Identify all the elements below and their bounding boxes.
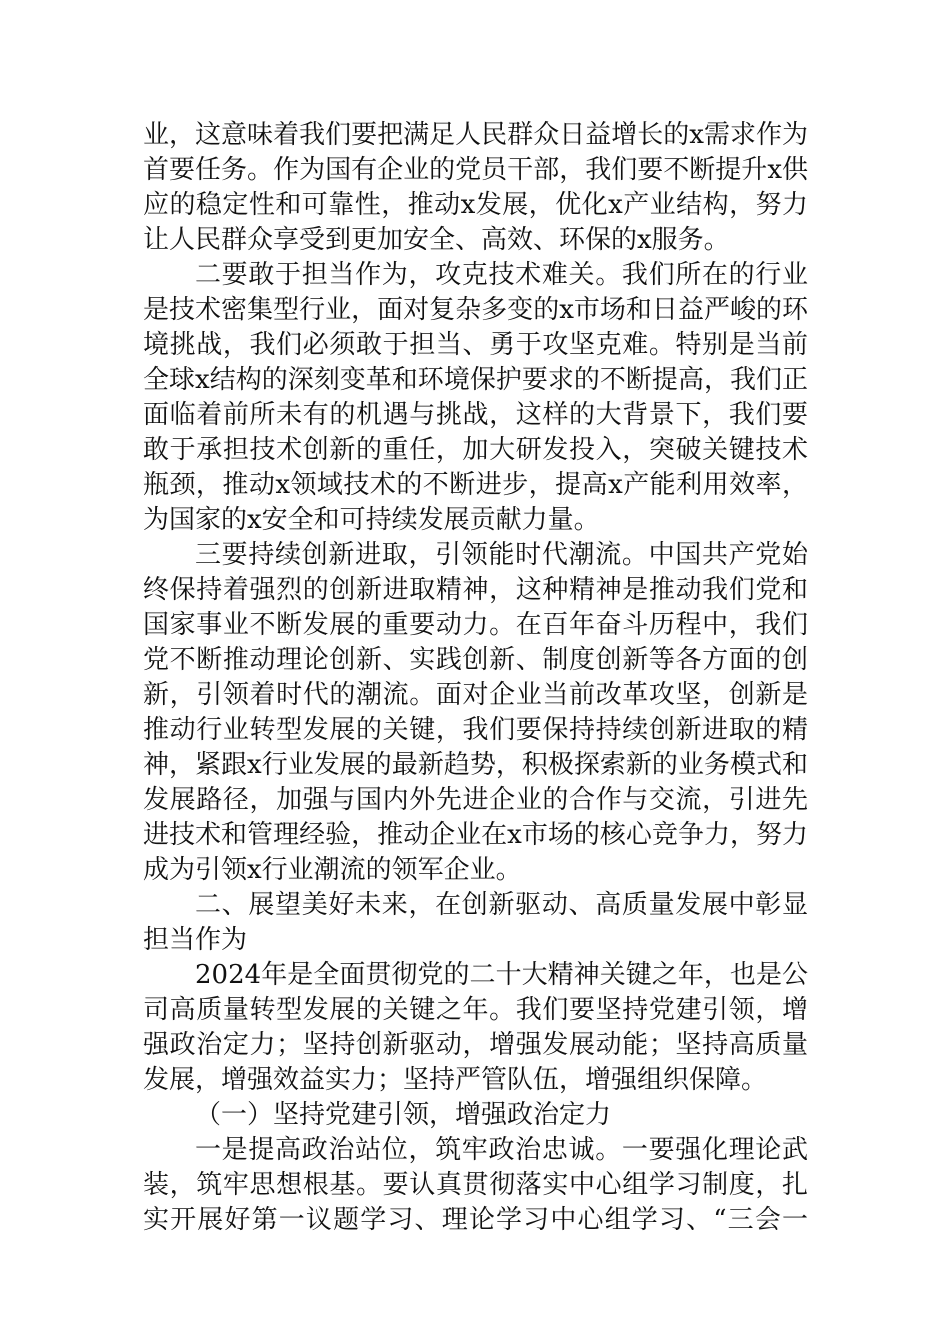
subsection-heading: （一）坚持党建引领，增强政治定力 [195, 1100, 612, 1130]
section-heading-continued: 担当作为 [143, 925, 248, 955]
paragraph-first-line: 一是提高政治站位，筑牢政治忠诚。一要强化理论武 [195, 1135, 808, 1165]
text-line: 国家事业不断发展的重要动力。在百年奋斗历程中，我们 [143, 610, 808, 640]
text-line: 是技术密集型行业，面对复杂多变的x市场和日益严峻的环 [143, 295, 808, 325]
text-line: 新，引领着时代的潮流。面对企业当前改革攻坚，创新是 [143, 680, 808, 710]
text-line: 进技术和管理经验，推动企业在x市场的核心竞争力，努力 [143, 820, 808, 850]
section-heading: 二、展望美好未来，在创新驱动、高质量发展中彰显 [195, 890, 808, 920]
text-line: 终保持着强烈的创新进取精神，这种精神是推动我们党和 [143, 575, 808, 605]
text-line: 实开展好第一议题学习、理论学习中心组学习、“三会一 [143, 1205, 808, 1235]
text-line: 党不断推动理论创新、实践创新、制度创新等各方面的创 [143, 645, 808, 675]
paragraph-first-line: 2024年是全面贯彻党的二十大精神关键之年，也是公 [195, 960, 808, 990]
text-line: 全球x结构的深刻变革和环境保护要求的不断提高，我们正 [143, 365, 808, 395]
text-line: 发展路径，加强与国内外先进企业的合作与交流，引进先 [143, 785, 808, 815]
paragraph-first-line: 三要持续创新进取，引领能时代潮流。中国共产党始 [195, 540, 808, 570]
text-line: 司高质量转型发展的关键之年。我们要坚持党建引领，增 [143, 995, 808, 1025]
paragraph-first-line: 二要敢于担当作为，攻克技术难关。我们所在的行业 [195, 260, 808, 290]
text-line: 让人民群众享受到更加安全、高效、环保的x服务。 [143, 225, 730, 255]
text-line: 业，这意味着我们要把满足人民群众日益增长的x需求作为 [143, 120, 808, 150]
text-line: 强政治定力；坚持创新驱动，增强发展动能；坚持高质量 [143, 1030, 808, 1060]
text-line: 面临着前所未有的机遇与挑战，这样的大背景下，我们要 [143, 400, 808, 430]
text-line: 成为引领x行业潮流的领军企业。 [143, 855, 522, 885]
text-line: 推动行业转型发展的关键，我们要保持持续创新进取的精 [143, 715, 808, 745]
text-line: 装，筑牢思想根基。要认真贯彻落实中心组学习制度，扎 [143, 1170, 808, 1200]
text-line: 神，紧跟x行业发展的最新趋势，积极探索新的业务模式和 [143, 750, 808, 780]
text-line: 境挑战，我们必须敢于担当、勇于攻坚克难。特别是当前 [143, 330, 808, 360]
text-line: 瓶颈，推动x领域技术的不断进步，提高x产能利用效率， [143, 470, 808, 500]
text-line: 为国家的x安全和可持续发展贡献力量。 [143, 505, 600, 535]
text-line: 应的稳定性和可靠性，推动x发展，优化x产业结构，努力 [143, 190, 808, 220]
text-line: 首要任务。作为国有企业的党员干部，我们要不断提升x供 [143, 155, 808, 185]
text-line: 敢于承担技术创新的重任，加大研发投入，突破关键技术 [143, 435, 808, 465]
text-line: 发展，增强效益实力；坚持严管队伍，增强组织保障。 [143, 1065, 768, 1095]
